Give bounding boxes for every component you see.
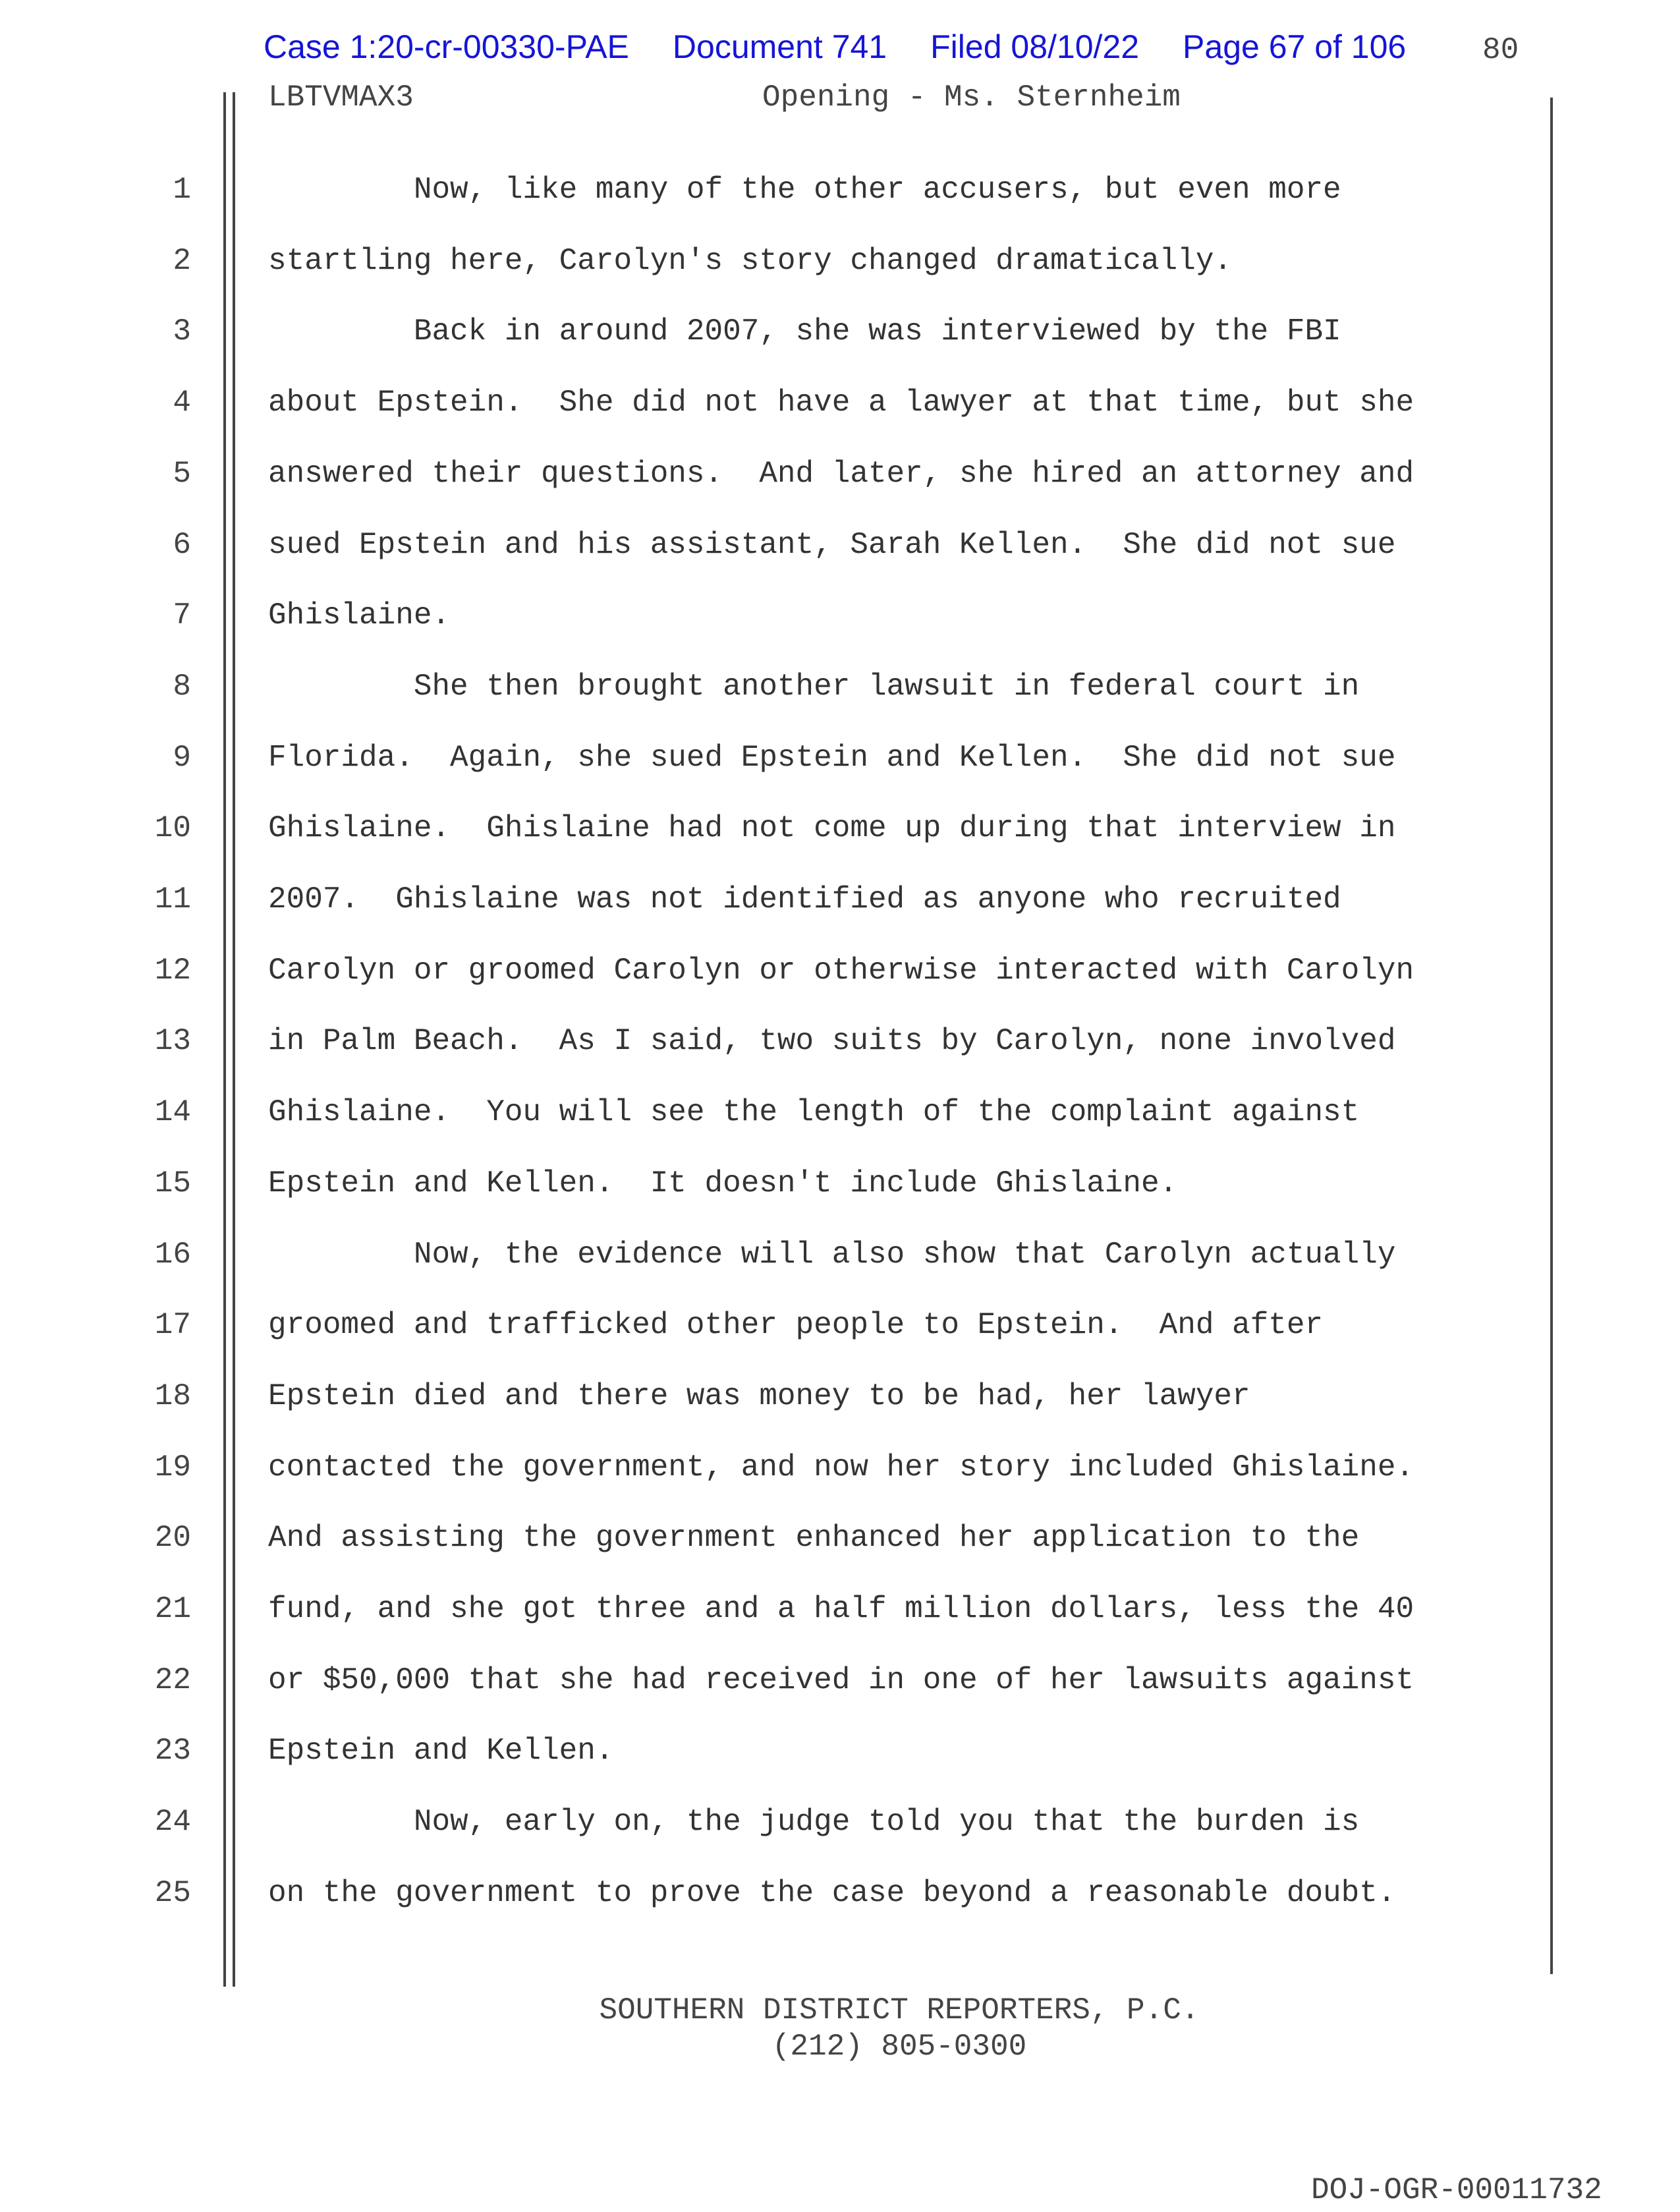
right-margin-rule: [1550, 98, 1553, 1974]
line-number: 15: [154, 1166, 191, 1201]
transcript-line: Now, the evidence will also show that Carolyn actually: [268, 1237, 1396, 1272]
line-number: 13: [154, 1024, 191, 1058]
transcript-line: on the government to prove the case beyond a reasonable doubt.: [268, 1876, 1396, 1910]
line-number: 18: [154, 1379, 191, 1413]
transcript-line: And assisting the government enhanced her application to the: [268, 1521, 1360, 1555]
line-number: 19: [154, 1450, 191, 1485]
transcript-line: Epstein and Kellen. It doesn't include Ghislaine.: [268, 1166, 1178, 1201]
line-number: 10: [154, 811, 191, 845]
line-number: 4: [173, 385, 191, 420]
ecf-page-count: Page 67 of 106: [1183, 28, 1407, 65]
line-number: 22: [154, 1663, 191, 1697]
ecf-document-number: Document 741: [672, 28, 887, 65]
transcript-line: groomed and trafficked other people to Epstein. And after: [268, 1308, 1324, 1342]
line-number: 5: [173, 457, 191, 491]
transcript-line: 2007. Ghislaine was not identified as anyone who recruited: [268, 882, 1341, 917]
line-number: 20: [154, 1521, 191, 1555]
bates-number: DOJ-OGR-00011732: [1311, 2173, 1602, 2207]
line-number: 8: [173, 669, 191, 704]
transcript-line: fund, and she got three and a half million dollars, less the 40: [268, 1592, 1414, 1626]
reporter-phone: (212) 805-0300: [771, 2029, 1027, 2064]
line-number: 17: [154, 1308, 191, 1342]
transcript-line: Now, early on, the judge told you that the burden is: [268, 1805, 1360, 1839]
transcript-line: in Palm Beach. As I said, two suits by Carolyn, none involved: [268, 1024, 1396, 1058]
transcript-line: Epstein and Kellen.: [268, 1734, 614, 1768]
transcript-line: Carolyn or groomed Carolyn or otherwise interacted with Carolyn: [268, 953, 1414, 988]
line-number: 14: [154, 1095, 191, 1129]
line-number: 3: [173, 314, 191, 349]
transcript-line: Ghislaine. Ghislaine had not come up during that interview in: [268, 811, 1396, 845]
transcript-line: answered their questions. And later, she hired an attorney and: [268, 457, 1414, 491]
reporter-name: SOUTHERN DISTRICT REPORTERS, P.C.: [599, 1993, 1200, 2028]
transcript-line: Epstein died and there was money to be had, her lawyer: [268, 1379, 1250, 1413]
line-number: 25: [154, 1876, 191, 1910]
ecf-filing-header: [264, 28, 1406, 66]
line-number: 16: [154, 1237, 191, 1272]
transcript-code: LBTVMAX3: [268, 80, 414, 115]
line-number: 11: [154, 882, 191, 917]
transcript-line: Florida. Again, she sued Epstein and Kellen. She did not sue: [268, 741, 1396, 775]
line-number: 21: [154, 1592, 191, 1626]
transcript-line: or $50,000 that she had received in one of her lawsuits against: [268, 1663, 1414, 1697]
transcript-line: Now, like many of the other accusers, but even more: [268, 173, 1341, 207]
transcript-line: She then brought another lawsuit in federal court in: [268, 669, 1360, 704]
line-number: 6: [173, 528, 191, 562]
section-title: Opening - Ms. Sternheim: [762, 80, 1181, 115]
line-number: 24: [154, 1805, 191, 1839]
line-number: 1: [173, 173, 191, 207]
line-number: 12: [154, 953, 191, 988]
line-number: 2: [173, 244, 191, 278]
line-number: 23: [154, 1734, 191, 1768]
transcript-line: Ghislaine.: [268, 598, 451, 633]
transcript-line: sued Epstein and his assistant, Sarah Kellen. She did not sue: [268, 528, 1396, 562]
ecf-case-number: Case 1:20-cr-00330-PAE: [264, 28, 629, 65]
transcript-line: startling here, Carolyn's story changed dramatically.: [268, 244, 1233, 278]
transcript-line: contacted the government, and now her story included Ghislaine.: [268, 1450, 1414, 1485]
transcript-page-number: 80: [1482, 33, 1519, 67]
transcript-line: Ghislaine. You will see the length of the complaint against: [268, 1095, 1360, 1129]
left-margin-rule: [223, 92, 226, 1987]
line-number: 9: [173, 741, 191, 775]
transcript-line: Back in around 2007, she was interviewed by the FBI: [268, 314, 1341, 349]
ecf-filed-date: Filed 08/10/22: [930, 28, 1140, 65]
transcript-line: about Epstein. She did not have a lawyer at that time, but she: [268, 385, 1414, 420]
left-margin-rule-inner: [233, 92, 235, 1987]
line-number: 7: [173, 598, 191, 633]
